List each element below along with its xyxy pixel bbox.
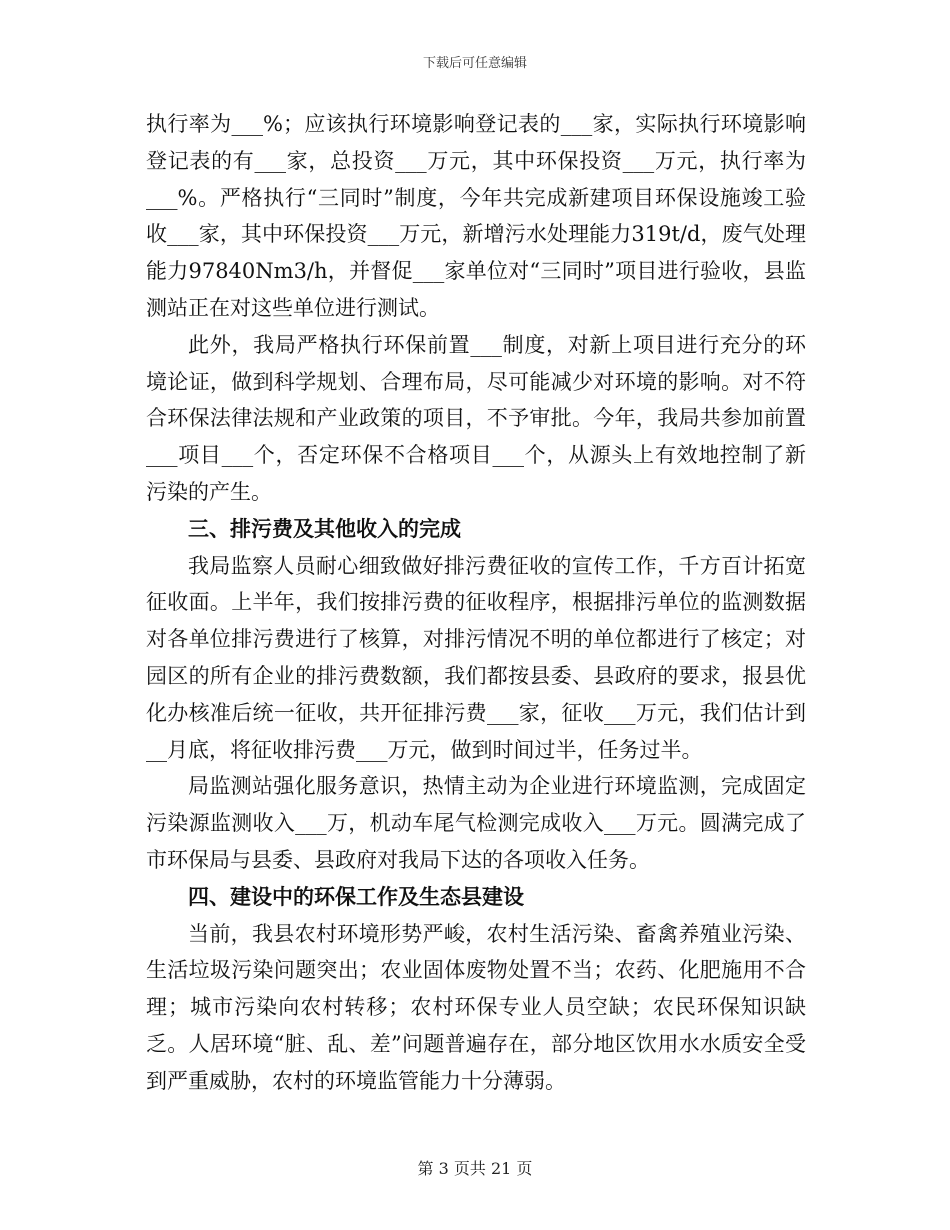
paragraph-fee-collection: 我局监察人员耐心细致做好排污费征收的宣传工作，千方百计拓宽征收面。上半年，我们按排污费的征收程序，根据排污单位的监测数据对各单位排污费进行了核算，对排污情况不明的单位都进行了核定；对园区的所有企业的排污费数额，我们都按县委、县政府的要求，报县优化办核准后统一征收，共开征排污费___家，征收___万元，我们估计到__月底，将征收排污费___万元，做到时间过半，任务过半。 xyxy=(146,553,806,762)
page-header-note: 下载后可任意编辑 xyxy=(422,56,527,71)
page-number: 第 3 页共 21 页 xyxy=(417,1159,533,1178)
paragraph-monitoring-income: 局监测站强化服务意识，热情主动为企业进行环境监测，完成固定污染源监测收入___万，机动车尾气检测完成收入___万元。圆满完成了市环保局与县委、县政府对我局下达的各项收入任务。 xyxy=(146,774,806,872)
document-body xyxy=(146,106,806,1100)
section-heading-4: 四、建设中的环保工作及生态县建设 xyxy=(188,883,524,909)
paragraph-pre-approval: 此外，我局严格执行环保前置___制度，对新上项目进行充分的环境论证，做到科学规划、合理布局，尽可能减少对环境的影响。对不符合环保法律法规和产业政策的项目，不予审批。今年，我局共参加前置___项目___个，否定环保不合格项目___个，从源头上有效地控制了新污染的产生。 xyxy=(146,332,806,504)
section-heading-3: 三、排污费及其他收入的完成 xyxy=(188,515,461,541)
paragraph-rural-environment: 当前，我县农村环境形势严峻，农村生活污染、畜禽养殖业污染、生活垃圾污染问题突出；农业固体废物处置不当；农药、化肥施用不合理；城市污染向农村转移；农村环保专业人员空缺；农民环保知识缺乏。人居环境“脏、乱、差”问题普遍存在，部分地区饮用水水质安全受到严重威胁，农村的环境监管能力十分薄弱。 xyxy=(146,921,806,1093)
paragraph-execution-rate: 执行率为___%；应该执行环境影响登记表的___家，实际执行环境影响登记表的有___家，总投资___万元，其中环保投资___万元，执行率为___%。严格执行“三同时”制度，今年共完成新建项目环保设施竣工验收___家，其中环保投资___万元，新增污水处理能力319t/d，废气处理能力97840Nm3/h，并督促___家单位对“三同时”项目进行验收，县监测站正在对这些单位进行测试。 xyxy=(146,112,806,320)
